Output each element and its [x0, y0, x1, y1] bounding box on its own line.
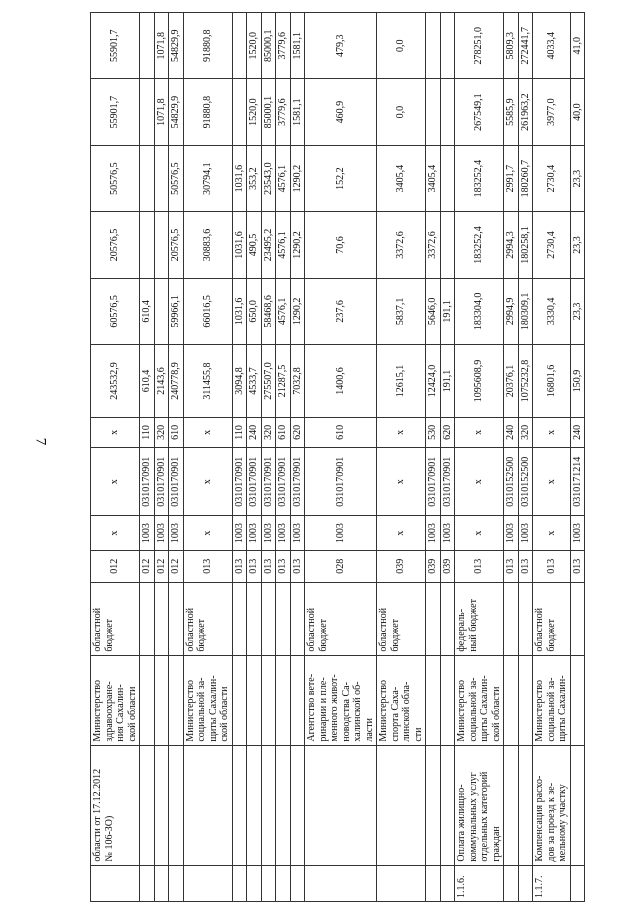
- value-2015-cell: [140, 212, 155, 278]
- measure-name-cell: [570, 745, 585, 865]
- value-2015-cell: 2730,4: [533, 212, 571, 278]
- value-2017-cell: 3779,6: [276, 79, 291, 145]
- total-value-cell: 1095608,9: [455, 345, 504, 418]
- table-row: [276, 13, 291, 902]
- value-2016-cell: 3405,4: [377, 145, 426, 211]
- row-number-cell: 1.1.6.: [455, 865, 504, 901]
- total-value-cell: 610,4: [140, 345, 155, 418]
- value-2016-cell: 1031,6: [232, 145, 247, 211]
- code-vr-cell: 620: [440, 417, 455, 447]
- value-2014-cell: 5646,0: [426, 278, 441, 344]
- executor-cell: [276, 655, 291, 745]
- value-2015-cell: 30883,6: [183, 212, 232, 278]
- value-2018-cell: 1581,1: [290, 13, 305, 79]
- total-value-cell: 275507,0: [261, 345, 276, 418]
- value-2017-cell: [440, 79, 455, 145]
- value-2016-cell: 23,3: [570, 145, 585, 211]
- value-2016-cell: 152,2: [305, 145, 377, 211]
- value-2015-cell: 1290,2: [290, 212, 305, 278]
- value-2014-cell: 191,1: [440, 278, 455, 344]
- value-2018-cell: 278251,0: [455, 13, 504, 79]
- code-rz-cell: x: [91, 516, 140, 550]
- row-number-cell: [426, 865, 441, 901]
- code-vr-cell: x: [91, 417, 140, 447]
- funding-source-cell: [140, 582, 155, 655]
- total-value-cell: 150,9: [570, 345, 585, 418]
- code-vr-cell: 110: [140, 417, 155, 447]
- code-rz-cell: x: [183, 516, 232, 550]
- funding-source-cell: областной бюджет: [305, 582, 377, 655]
- code-csr-cell: x: [455, 447, 504, 516]
- total-value-cell: 2143,6: [154, 345, 169, 418]
- value-2015-cell: 2994,3: [504, 212, 519, 278]
- value-2016-cell: 353,2: [247, 145, 262, 211]
- row-number-cell: [570, 865, 585, 901]
- value-2014-cell: 59966,1: [169, 278, 184, 344]
- code-gr-cell: 013: [247, 550, 262, 582]
- code-gr-cell: 028: [305, 550, 377, 582]
- measure-name-cell: [305, 745, 377, 865]
- funding-source-cell: [518, 582, 533, 655]
- code-csr-cell: x: [377, 447, 426, 516]
- value-2018-cell: 1520,0: [247, 13, 262, 79]
- code-vr-cell: x: [377, 417, 426, 447]
- funding-source-cell: областной бюджет: [533, 582, 571, 655]
- funding-source-cell: [169, 582, 184, 655]
- code-csr-cell: x: [533, 447, 571, 516]
- row-number-cell: [377, 865, 426, 901]
- value-2015-cell: 20576,5: [91, 212, 140, 278]
- total-value-cell: 3094,8: [232, 345, 247, 418]
- code-csr-cell: 0310170901: [169, 447, 184, 516]
- code-rz-cell: 1003: [154, 516, 169, 550]
- funding-source-cell: [290, 582, 305, 655]
- code-gr-cell: 039: [377, 550, 426, 582]
- code-gr-cell: 013: [533, 550, 571, 582]
- total-value-cell: 1075232,8: [518, 345, 533, 418]
- page-number: 7: [32, 437, 49, 446]
- row-number-cell: [232, 865, 247, 901]
- total-value-cell: 12615,1: [377, 345, 426, 418]
- value-2015-cell: 1031,6: [232, 212, 247, 278]
- measure-name-cell: [518, 745, 533, 865]
- value-2018-cell: [426, 13, 441, 79]
- table-row: [377, 13, 426, 902]
- total-value-cell: 20376,1: [504, 345, 519, 418]
- code-csr-cell: x: [183, 447, 232, 516]
- code-vr-cell: 610: [305, 417, 377, 447]
- total-value-cell: 16801,6: [533, 345, 571, 418]
- value-2015-cell: 180258,1: [518, 212, 533, 278]
- measure-name-cell: [232, 745, 247, 865]
- code-rz-cell: 1003: [276, 516, 291, 550]
- row-number-cell: 1.1.7.: [533, 865, 571, 901]
- row-number-cell: [290, 865, 305, 901]
- executor-cell: Министерство социальной за- щиты Сахалин-: [533, 655, 571, 745]
- code-vr-cell: 240: [247, 417, 262, 447]
- code-csr-cell: 0310170901: [426, 447, 441, 516]
- row-number-cell: [276, 865, 291, 901]
- funding-source-cell: [232, 582, 247, 655]
- value-2014-cell: 60576,5: [91, 278, 140, 344]
- code-rz-cell: x: [377, 516, 426, 550]
- measure-name-cell: [504, 745, 519, 865]
- value-2017-cell: 3977,0: [533, 79, 571, 145]
- measure-name-cell: [140, 745, 155, 865]
- value-2015-cell: 490,5: [247, 212, 262, 278]
- value-2014-cell: 3330,4: [533, 278, 571, 344]
- total-value-cell: 1400,6: [305, 345, 377, 418]
- funding-source-cell: [426, 582, 441, 655]
- executor-cell: Агентство вете- ринарии и пле- менного живот- новодства Са- халинской об- ласти: [305, 655, 377, 745]
- value-2017-cell: 40,0: [570, 79, 585, 145]
- executor-cell: Министерство социальной за- щиты Сахалин- ской области: [183, 655, 232, 745]
- executor-cell: [290, 655, 305, 745]
- value-2016-cell: 23543,0: [261, 145, 276, 211]
- funding-source-cell: федераль- ный бюджет: [455, 582, 504, 655]
- value-2014-cell: 23,3: [570, 278, 585, 344]
- measure-name-cell: [261, 745, 276, 865]
- code-gr-cell: 013: [504, 550, 519, 582]
- value-2018-cell: [440, 13, 455, 79]
- table-row: [305, 13, 377, 902]
- code-gr-cell: 012: [140, 550, 155, 582]
- code-csr-cell: 0310171214: [570, 447, 585, 516]
- measure-name-cell: [426, 745, 441, 865]
- code-rz-cell: 1003: [169, 516, 184, 550]
- code-rz-cell: 1003: [440, 516, 455, 550]
- table-row: [533, 13, 571, 902]
- code-gr-cell: 013: [276, 550, 291, 582]
- value-2017-cell: 54829,9: [169, 79, 184, 145]
- code-rz-cell: 1003: [232, 516, 247, 550]
- value-2016-cell: 50576,5: [91, 145, 140, 211]
- code-gr-cell: 013: [290, 550, 305, 582]
- total-value-cell: 7032,8: [290, 345, 305, 418]
- value-2014-cell: 180309,1: [518, 278, 533, 344]
- code-csr-cell: 0310170901: [232, 447, 247, 516]
- code-csr-cell: 0310170901: [305, 447, 377, 516]
- code-gr-cell: 039: [440, 550, 455, 582]
- value-2017-cell: [140, 79, 155, 145]
- row-number-cell: [261, 865, 276, 901]
- value-2016-cell: 183252,4: [455, 145, 504, 211]
- value-2016-cell: 30794,1: [183, 145, 232, 211]
- table-row: [140, 13, 155, 902]
- value-2017-cell: 261963,2: [518, 79, 533, 145]
- funding-source-cell: [154, 582, 169, 655]
- code-rz-cell: x: [533, 516, 571, 550]
- code-rz-cell: 1003: [518, 516, 533, 550]
- executor-cell: [440, 655, 455, 745]
- code-csr-cell: 0310170901: [276, 447, 291, 516]
- code-csr-cell: 0310152500: [518, 447, 533, 516]
- code-vr-cell: 620: [290, 417, 305, 447]
- code-csr-cell: x: [91, 447, 140, 516]
- value-2018-cell: [140, 13, 155, 79]
- value-2018-cell: 91880,8: [183, 13, 232, 79]
- code-vr-cell: 240: [570, 417, 585, 447]
- value-2014-cell: [154, 278, 169, 344]
- code-rz-cell: 1003: [261, 516, 276, 550]
- value-2016-cell: 50576,5: [169, 145, 184, 211]
- code-gr-cell: 013: [261, 550, 276, 582]
- value-2015-cell: [154, 212, 169, 278]
- table-row: [570, 13, 585, 902]
- code-rz-cell: 1003: [570, 516, 585, 550]
- total-value-cell: 240778,9: [169, 345, 184, 418]
- table-row: [261, 13, 276, 902]
- executor-cell: [261, 655, 276, 745]
- executor-cell: [426, 655, 441, 745]
- value-2014-cell: 4576,1: [276, 278, 291, 344]
- value-2016-cell: 4576,1: [276, 145, 291, 211]
- table-row: [455, 13, 504, 902]
- value-2014-cell: 58468,6: [261, 278, 276, 344]
- total-value-cell: 191,1: [440, 345, 455, 418]
- value-2015-cell: 4576,1: [276, 212, 291, 278]
- value-2015-cell: 23,3: [570, 212, 585, 278]
- value-2016-cell: 2730,4: [533, 145, 571, 211]
- funding-source-cell: областной бюджет: [377, 582, 426, 655]
- value-2018-cell: [232, 13, 247, 79]
- value-2018-cell: 3779,6: [276, 13, 291, 79]
- value-2018-cell: 479,3: [305, 13, 377, 79]
- code-vr-cell: 610: [276, 417, 291, 447]
- code-csr-cell: 0310170901: [154, 447, 169, 516]
- code-csr-cell: 0310170901: [290, 447, 305, 516]
- table-row: [440, 13, 455, 902]
- measure-name-cell: Компенсация расхо- дов за проезд к зе- мельному участку: [533, 745, 571, 865]
- code-csr-cell: 0310170901: [261, 447, 276, 516]
- code-gr-cell: 013: [518, 550, 533, 582]
- code-vr-cell: 110: [232, 417, 247, 447]
- executor-cell: Министерство здравоохране- ния Сахалин- ской области: [91, 655, 140, 745]
- value-2018-cell: 1071,8: [154, 13, 169, 79]
- row-number-cell: [154, 865, 169, 901]
- code-gr-cell: 013: [232, 550, 247, 582]
- value-2018-cell: 272441,7: [518, 13, 533, 79]
- code-rz-cell: 1003: [305, 516, 377, 550]
- code-vr-cell: 320: [518, 417, 533, 447]
- executor-cell: [570, 655, 585, 745]
- code-vr-cell: 320: [154, 417, 169, 447]
- value-2018-cell: 85000,1: [261, 13, 276, 79]
- measure-name-cell: [290, 745, 305, 865]
- value-2015-cell: 3372,6: [377, 212, 426, 278]
- row-number-cell: [91, 865, 140, 901]
- executor-cell: Министерство спорта Саха- линской обла- сти: [377, 655, 426, 745]
- value-2014-cell: 183304,0: [455, 278, 504, 344]
- funding-source-cell: [276, 582, 291, 655]
- executor-cell: [169, 655, 184, 745]
- table-row: [154, 13, 169, 902]
- total-value-cell: 243532,9: [91, 345, 140, 418]
- executor-cell: [504, 655, 519, 745]
- value-2016-cell: [140, 145, 155, 211]
- code-rz-cell: 1003: [504, 516, 519, 550]
- funding-source-cell: [504, 582, 519, 655]
- executor-cell: [518, 655, 533, 745]
- executor-cell: [247, 655, 262, 745]
- code-rz-cell: 1003: [290, 516, 305, 550]
- value-2017-cell: [426, 79, 441, 145]
- code-vr-cell: x: [533, 417, 571, 447]
- budget-table: [90, 12, 585, 902]
- funding-source-cell: [247, 582, 262, 655]
- funding-source-cell: [570, 582, 585, 655]
- row-number-cell: [504, 865, 519, 901]
- row-number-cell: [440, 865, 455, 901]
- value-2016-cell: [154, 145, 169, 211]
- executor-cell: [154, 655, 169, 745]
- measure-name-cell: [377, 745, 426, 865]
- value-2017-cell: 1071,8: [154, 79, 169, 145]
- code-csr-cell: 0310170901: [140, 447, 155, 516]
- value-2015-cell: 20576,5: [169, 212, 184, 278]
- code-gr-cell: 012: [169, 550, 184, 582]
- value-2017-cell: 1520,0: [247, 79, 262, 145]
- code-rz-cell: 1003: [247, 516, 262, 550]
- value-2017-cell: [232, 79, 247, 145]
- row-number-cell: [305, 865, 377, 901]
- code-vr-cell: 320: [261, 417, 276, 447]
- table-row: [232, 13, 247, 902]
- code-gr-cell: 013: [183, 550, 232, 582]
- measure-name-cell: [440, 745, 455, 865]
- code-gr-cell: 013: [570, 550, 585, 582]
- table-row: [504, 13, 519, 902]
- code-rz-cell: 1003: [426, 516, 441, 550]
- total-value-cell: 21287,5: [276, 345, 291, 418]
- code-rz-cell: 1003: [140, 516, 155, 550]
- code-gr-cell: 039: [426, 550, 441, 582]
- code-gr-cell: 013: [455, 550, 504, 582]
- executor-cell: Министерство социальной за- щиты Сахалин- ской области: [455, 655, 504, 745]
- value-2018-cell: 0,0: [377, 13, 426, 79]
- value-2015-cell: 23495,2: [261, 212, 276, 278]
- value-2018-cell: 55901,7: [91, 13, 140, 79]
- code-gr-cell: 012: [154, 550, 169, 582]
- value-2017-cell: 91880,8: [183, 79, 232, 145]
- code-vr-cell: x: [183, 417, 232, 447]
- value-2018-cell: 54829,9: [169, 13, 184, 79]
- value-2018-cell: 41,0: [570, 13, 585, 79]
- executor-cell: [140, 655, 155, 745]
- measure-name-cell: [154, 745, 169, 865]
- value-2016-cell: 180260,7: [518, 145, 533, 211]
- measure-name-cell: [183, 745, 232, 865]
- funding-source-cell: [440, 582, 455, 655]
- code-vr-cell: 240: [504, 417, 519, 447]
- value-2014-cell: 5837,1: [377, 278, 426, 344]
- code-vr-cell: 530: [426, 417, 441, 447]
- value-2014-cell: 66016,5: [183, 278, 232, 344]
- value-2014-cell: 610,4: [140, 278, 155, 344]
- code-vr-cell: x: [455, 417, 504, 447]
- value-2016-cell: 2991,7: [504, 145, 519, 211]
- value-2017-cell: 1581,1: [290, 79, 305, 145]
- value-2017-cell: 460,9: [305, 79, 377, 145]
- funding-source-cell: областной бюджет: [183, 582, 232, 655]
- code-csr-cell: 0310152500: [504, 447, 519, 516]
- measure-name-cell: [247, 745, 262, 865]
- value-2016-cell: 1290,2: [290, 145, 305, 211]
- row-number-cell: [140, 865, 155, 901]
- code-csr-cell: 0310170901: [247, 447, 262, 516]
- code-csr-cell: 0310170901: [440, 447, 455, 516]
- table-body: [91, 13, 585, 902]
- value-2017-cell: 55901,7: [91, 79, 140, 145]
- funding-source-cell: областной бюджет: [91, 582, 140, 655]
- table-row: [169, 13, 184, 902]
- table-row: [183, 13, 232, 902]
- total-value-cell: 311455,8: [183, 345, 232, 418]
- table-row: [518, 13, 533, 902]
- code-rz-cell: x: [455, 516, 504, 550]
- table-row: [247, 13, 262, 902]
- value-2016-cell: 3405,4: [426, 145, 441, 211]
- value-2015-cell: [440, 212, 455, 278]
- table-row: [426, 13, 441, 902]
- executor-cell: [232, 655, 247, 745]
- row-number-cell: [169, 865, 184, 901]
- row-number-cell: [247, 865, 262, 901]
- value-2014-cell: 1290,2: [290, 278, 305, 344]
- value-2014-cell: 2994,9: [504, 278, 519, 344]
- row-number-cell: [183, 865, 232, 901]
- value-2018-cell: 5809,3: [504, 13, 519, 79]
- value-2018-cell: 4033,4: [533, 13, 571, 79]
- code-gr-cell: 012: [91, 550, 140, 582]
- measure-name-cell: [276, 745, 291, 865]
- value-2014-cell: 1031,6: [232, 278, 247, 344]
- total-value-cell: 4533,7: [247, 345, 262, 418]
- measure-name-cell: области от 17.12.2012 № 106-ЗО): [91, 745, 140, 865]
- value-2014-cell: 237,6: [305, 278, 377, 344]
- table-row: [91, 13, 140, 902]
- value-2014-cell: 650,0: [247, 278, 262, 344]
- value-2015-cell: 70,6: [305, 212, 377, 278]
- rotated-table-container: [90, 12, 610, 902]
- table-row: [290, 13, 305, 902]
- value-2015-cell: 183252,4: [455, 212, 504, 278]
- measure-name-cell: Оплата жилищно- коммунальных услуг отдельных категорий граждан: [455, 745, 504, 865]
- measure-name-cell: [169, 745, 184, 865]
- row-number-cell: [518, 865, 533, 901]
- value-2017-cell: 5585,9: [504, 79, 519, 145]
- value-2017-cell: 85000,1: [261, 79, 276, 145]
- code-vr-cell: 610: [169, 417, 184, 447]
- value-2017-cell: 0,0: [377, 79, 426, 145]
- funding-source-cell: [261, 582, 276, 655]
- value-2015-cell: 3372,6: [426, 212, 441, 278]
- total-value-cell: 12424,0: [426, 345, 441, 418]
- value-2017-cell: 267549,1: [455, 79, 504, 145]
- value-2016-cell: [440, 145, 455, 211]
